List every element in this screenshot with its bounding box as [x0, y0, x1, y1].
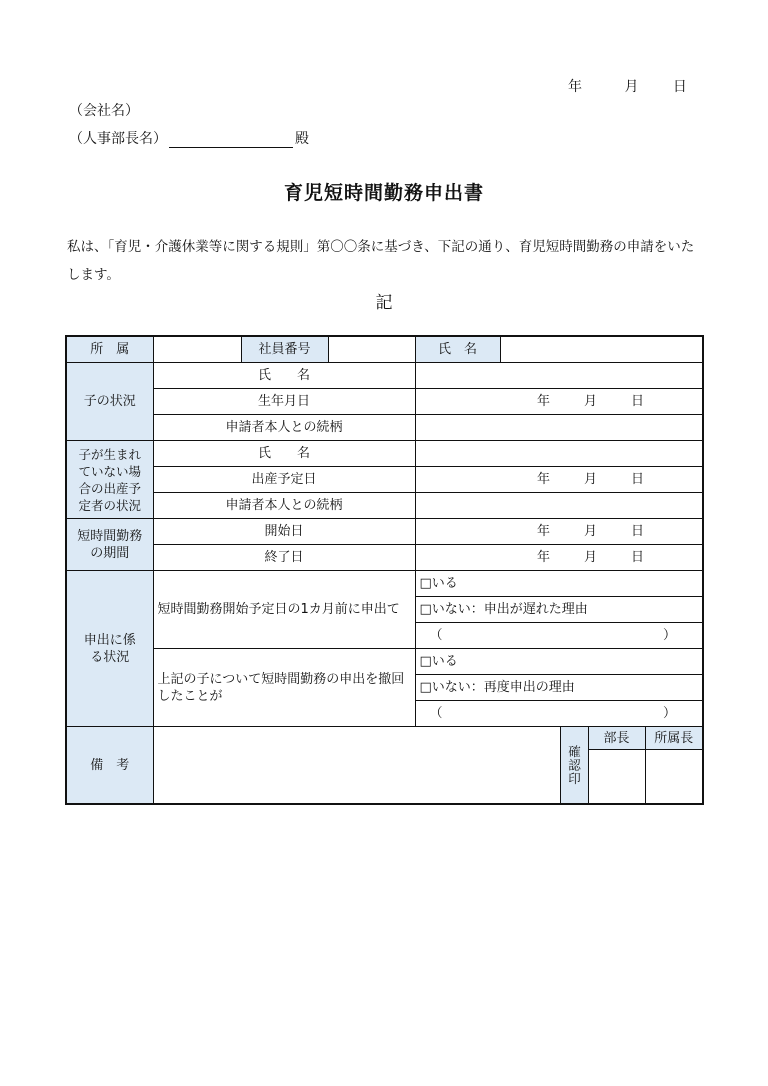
dept-head-seal-field[interactable] [588, 750, 645, 804]
paren-open: （ [429, 706, 443, 721]
q1-yes-option[interactable]: □いる [415, 571, 703, 597]
request-status-label: 申出に係る状況 [66, 571, 153, 727]
header-date-day: 日 [672, 79, 687, 95]
end-date-label: 終了日 [153, 545, 415, 571]
confirm-seal-label: 確認印 [566, 744, 582, 786]
child-status-label: 子の状況 [66, 363, 153, 441]
q2-yes-option[interactable]: □いる [415, 649, 703, 675]
date-day: 日 [630, 550, 644, 565]
name-field[interactable] [500, 336, 703, 363]
hr-manager-label: （人事部長名） [69, 131, 167, 147]
remarks-label: 備 考 [66, 727, 153, 805]
relation-field[interactable] [415, 415, 703, 441]
hr-manager-blank[interactable] [169, 133, 293, 148]
dept-head-label: 部長 [588, 727, 645, 750]
employee-no-field[interactable] [328, 336, 415, 363]
q2-no-option[interactable]: □いない：再度申出の理由 [415, 675, 703, 701]
date-day: 日 [630, 394, 644, 409]
date-year: 年 [536, 472, 550, 487]
date-month: 月 [583, 524, 597, 539]
due-date-field[interactable] [415, 467, 703, 493]
name-label: 氏 名 [415, 336, 500, 363]
remarks-field[interactable] [153, 727, 560, 805]
q1-no-option[interactable]: □いない：申出が遅れた理由 [415, 597, 703, 623]
affiliation-head-seal-field[interactable] [645, 750, 703, 804]
start-date-field[interactable] [415, 519, 703, 545]
q2-label: 上記の子について短時間勤務の申出を撤回したことが [153, 649, 415, 727]
affiliation-label: 所 属 [66, 336, 153, 363]
q1-label: 短時間勤務開始予定日の1カ月前に申出て [153, 571, 415, 649]
start-date-label: 開始日 [153, 519, 415, 545]
ki-heading: 記 [375, 293, 393, 313]
unborn-name-label: 氏 名 [153, 441, 415, 467]
date-day: 日 [630, 472, 644, 487]
due-date-label: 出産予定日 [153, 467, 415, 493]
paren-close: ） [662, 706, 676, 721]
birthdate-label: 生年月日 [153, 389, 415, 415]
hr-manager-line [69, 128, 309, 148]
date-month: 月 [583, 472, 597, 487]
date-month: 月 [583, 394, 597, 409]
header-date-month: 月 [624, 79, 639, 95]
date-month: 月 [583, 550, 597, 565]
q1-reason-field[interactable] [415, 623, 703, 649]
unborn-status-label: 子が生まれていない場合の出産予定者の状況 [66, 441, 153, 519]
header-date-year: 年 [568, 79, 582, 95]
unborn-relation-label: 申請者本人との続柄 [153, 493, 415, 519]
employee-no-label: 社員番号 [241, 336, 328, 363]
unborn-relation-field[interactable] [415, 493, 703, 519]
header-date [568, 76, 687, 96]
confirm-seal-cell [560, 727, 588, 805]
date-year: 年 [536, 550, 550, 565]
application-form-table [65, 335, 704, 805]
date-year: 年 [536, 524, 550, 539]
end-date-field[interactable] [415, 545, 703, 571]
affiliation-field[interactable] [153, 336, 241, 363]
body-text: 私は、「育児・介護休業等に関する規則」第〇〇条に基づき、下記の通り、育児短時間勤務の申請をいたします。 [67, 239, 695, 283]
affiliation-head-label: 所属長 [645, 727, 703, 750]
date-day: 日 [630, 524, 644, 539]
q2-reason-field[interactable] [415, 701, 703, 727]
date-year: 年 [536, 394, 550, 409]
relation-label: 申請者本人との続柄 [153, 415, 415, 441]
paren-open: （ [429, 628, 443, 643]
child-name-field[interactable] [415, 363, 703, 389]
company-name: （会社名） [69, 103, 139, 119]
period-label: 短時間勤務の期間 [66, 519, 153, 571]
unborn-name-field[interactable] [415, 441, 703, 467]
document-title: 育児短時間勤務申出書 [283, 182, 484, 204]
child-name-label: 氏 名 [153, 363, 415, 389]
paren-close: ） [662, 628, 676, 643]
birthdate-field[interactable] [415, 389, 703, 415]
hr-manager-suffix: 殿 [295, 131, 309, 147]
